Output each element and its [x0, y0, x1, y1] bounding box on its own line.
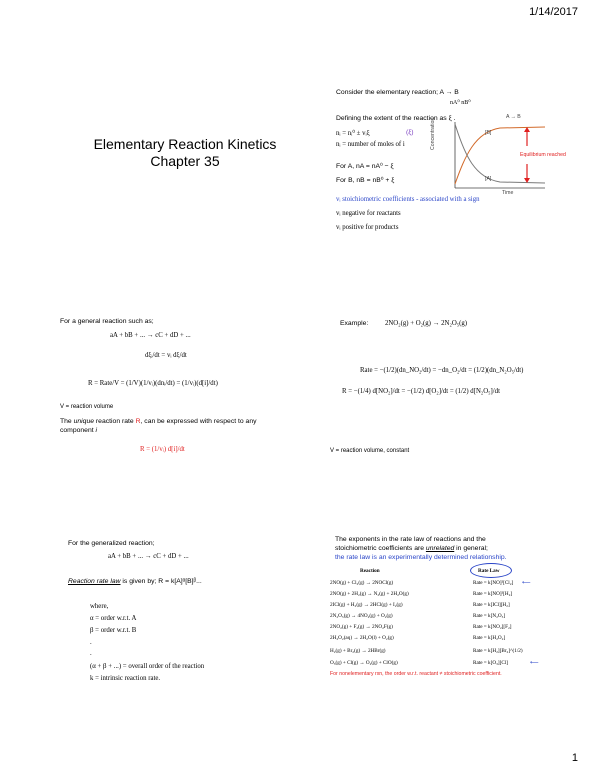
unique-rate-formula: R = (1/vᵢ) d[i]/dt	[140, 446, 185, 453]
rate-law-statement	[68, 578, 202, 585]
rate-equation: Rate = −(1/2)(dn_NO₂/dt) = −dn_O₂/dt = (1/2)(dn_N₂O₅/dt)	[360, 367, 524, 374]
graph-top-label: A → B	[506, 114, 521, 120]
table-row-6-law: Rate = k[H₂O₂]	[473, 635, 506, 641]
where-label: where,	[90, 603, 109, 610]
col-rate-law: Rate Law	[478, 568, 500, 574]
rate-law-circle	[470, 563, 512, 578]
for-a-equation: For A, nA = nA⁰ − ξ	[336, 163, 394, 170]
arrow-left-icon: ⟵	[530, 660, 539, 666]
unique-text-r: R	[135, 418, 141, 425]
graph-curve-b-label: [B]	[485, 130, 492, 136]
graph-curve-a-label: [A]	[485, 176, 492, 182]
table-row-4-law: Rate = k[N₂O₅]	[473, 613, 506, 619]
slide-title	[60, 80, 310, 268]
table-row-5-law: Rate = k[NO₂][F₂]	[473, 624, 512, 630]
equilibrium-label: Equilibrium reached	[520, 152, 566, 158]
slide-example	[330, 310, 580, 498]
slide-title-line2: Chapter 35	[150, 153, 220, 169]
extent-unit: (ξ)	[406, 129, 414, 136]
table-row-1-reaction: 2NO(g) + Cl₂(g) → 2NOCl(g)	[330, 580, 394, 586]
initial-moles: nA⁰ nB⁰	[450, 100, 471, 106]
ellipsis-dot-2: .	[90, 650, 92, 657]
table-row-8-reaction: O₃(g) + Cl(g) → O₂(g) + ClO(g)	[330, 660, 398, 666]
nonelementary-footnote: For nonelementary rxn, the order w.r.t. reactant ≠ stoichiometric coefficient.	[330, 671, 502, 677]
general-reaction: aA + bB + ... → cC + dD + ...	[110, 332, 191, 339]
rate-law-rest: is given by; R = k[A]ᵅ[B]ᵝ...	[120, 578, 202, 585]
table-row-7-law: Rate = k[H₂][Br₂]^(1/2)	[473, 648, 523, 654]
table-row-6-reaction: 2H₂O₂(aq) → 2H₂O(l) + O₂(g)	[330, 635, 394, 641]
unique-text-2: reaction rate	[94, 418, 136, 425]
graph-x-label: Time	[502, 190, 514, 196]
line2-unrelated: unrelated	[425, 545, 455, 552]
unique-text-3: , can be expressed with respect to any component	[60, 418, 257, 434]
exponents-line3: the rate law is an experimentally determined relationship.	[335, 554, 507, 561]
arrow-left-icon: ⟵	[522, 580, 531, 586]
rate-law-label: Reaction rate law	[68, 578, 121, 585]
rate-constant-definition: k = intrinsic reaction rate.	[90, 675, 161, 682]
line2-part-a: stoichiometric coefficients are	[335, 545, 426, 552]
rate-definition-equation: R = Rate/V = (1/V)(1/vᵢ)(dnᵢ/dt) = (1/vᵢ)(d[i]/dt)	[88, 380, 218, 387]
table-row-3-law: Rate = k[ICl][H₂]	[473, 602, 510, 608]
slide-general-reaction	[60, 310, 310, 498]
slide-extent-of-reaction	[330, 80, 580, 268]
col-reaction: Reaction	[360, 568, 380, 574]
intro-text: For a general reaction such as;	[60, 318, 154, 325]
exponents-line2	[335, 545, 488, 552]
slide-title-line1: Elementary Reaction Kinetics	[93, 136, 277, 152]
intro-text: Consider the elementary reaction; A → B	[336, 89, 459, 96]
volume-note: V = reaction volume, constant	[330, 448, 410, 454]
beta-definition: β = order w.r.t. B	[90, 627, 137, 634]
unique-text-i: i	[95, 427, 98, 434]
example-reaction: 2NO₂(g) + O₂(g) → 2N₂O₅(g)	[385, 320, 468, 327]
for-b-equation: For B, nB = nB⁰ + ξ	[336, 177, 395, 184]
intro-text: For the generalized reaction;	[68, 540, 155, 547]
generalized-reaction: aA + bB + ... → cC + dD + ...	[108, 553, 189, 560]
alpha-definition: α = order w.r.t. A	[90, 615, 137, 622]
volume-note: V = reaction volume	[60, 404, 114, 410]
table-row-5-reaction: 2NO₂(g) + F₂(g) → 2NO₂F(g)	[330, 624, 393, 630]
stoich-coeff-line: vᵢ stoichiometric coefficients - associated with a sign	[336, 196, 480, 203]
unique-text-em: unique	[73, 418, 95, 425]
unique-text-1: The	[60, 418, 74, 425]
slide-rate-law	[60, 530, 310, 718]
r-equation: R = −(1/4) d[NO₂]/dt = −(1/2) d[O₂]/dt = (1/2) d[N₂O₅]/dt	[342, 388, 500, 395]
slide-exponents	[330, 530, 580, 718]
table-row-4-reaction: 2N₂O₅(g) → 4NO₂(g) + O₂(g)	[330, 613, 393, 619]
moles-definition: nᵢ = number of moles of i	[336, 141, 405, 148]
overall-order-definition: (α + β + ...) = overall order of the reaction	[90, 663, 205, 670]
table-row-2-law: Rate = k[NO]²[H₂]	[473, 591, 513, 597]
page-number: 1	[571, 752, 578, 764]
exponents-line1: The exponents in the rate law of reactions and the	[335, 536, 486, 543]
table-row-3-reaction: 2ICl(g) + H₂(g) → 2HCl(g) + I₂(g)	[330, 602, 403, 608]
ellipsis-dot-1: .	[90, 639, 92, 646]
page-date: 1/14/2017	[529, 6, 578, 18]
extent-derivative-equation: dξᵢ/dt = vᵢ dξ/dt	[145, 352, 187, 359]
moles-equation: nᵢ = nᵢ⁰ ± vᵢξ	[336, 130, 370, 137]
example-label: Example:	[340, 320, 369, 327]
table-row-7-reaction: H₂(g) + Br₂(g) → 2HBr(g)	[330, 648, 386, 654]
unique-rate-text	[60, 417, 275, 435]
graph-y-label: Concentration	[430, 117, 436, 150]
negative-reactants-line: vᵢ negative for reactants	[336, 210, 401, 217]
table-row-1-law: Rate = k[NO]²[Cl₂]	[473, 580, 514, 586]
extent-definition: Defining the extent of the reaction as ξ .	[336, 115, 456, 122]
table-row-2-reaction: 2NO(g) + 2H₂(g) → N₂(g) + 2H₂O(g)	[330, 591, 409, 597]
positive-products-line: vᵢ positive for products	[336, 224, 399, 231]
line2-part-b: in general;	[454, 545, 488, 552]
table-row-8-law: Rate = k[O₃][Cl]	[473, 660, 508, 666]
